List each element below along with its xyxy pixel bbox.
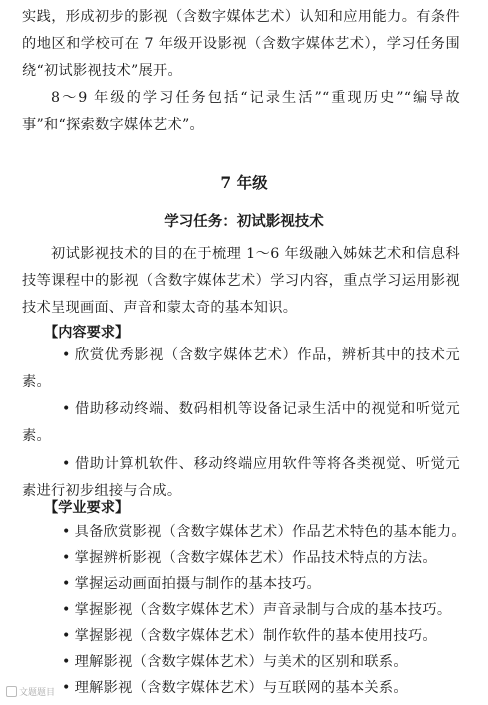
bullet-icon: [62, 347, 75, 363]
watermark-logo-icon: [6, 686, 17, 697]
bullet-icon: [62, 456, 75, 472]
content-requirement-item: • 借助计算机软件、移动终端应用软件等将各类视觉、听觉元素进行初步组接与合成。: [22, 451, 460, 505]
watermark: 文题题目: [6, 685, 55, 698]
academic-requirement-item: • 掌握辨析影视（含数字媒体艺术）作品技术特点的方法。: [62, 547, 437, 567]
task-paragraph: 初试影视技术的目的在于梳理 1～6 年级融入姊妹艺术和信息科技等课程中的影视（含数字媒体艺术）学习内容，重点学习运用影视技术呈现画面、声音和蒙太奇的基本知识。: [22, 246, 460, 316]
academic-requirement-item: • 理解影视（含数字媒体艺术）与美术的区别和联系。: [62, 651, 408, 671]
bullet-icon: [62, 401, 75, 417]
content-requirement-item: • 借助移动终端、数码相机等设备记录生活中的视觉和听觉元素。: [22, 396, 460, 450]
content-requirements-heading: 【内容要求】: [44, 325, 130, 341]
academic-requirement-item: • 掌握影视（含数字媒体艺术）制作软件的基本使用技巧。: [62, 625, 437, 645]
academic-requirements-heading: 【学业要求】: [44, 500, 130, 516]
task-title: 学习任务：初试影视技术: [164, 213, 324, 230]
academic-requirement-item: • 掌握运动画面拍摄与制作的基本技巧。: [62, 573, 321, 593]
grade-title: 7 年级: [220, 173, 268, 192]
content-requirement-item: • 欣赏优秀影视（含数字媒体艺术）作品，辨析其中的技术元素。: [22, 342, 460, 396]
academic-requirement-item: • 具备欣赏影视（含数字媒体艺术）作品艺术特色的基本能力。: [62, 521, 466, 541]
academic-requirement-item: • 理解影视（含数字媒体艺术）与互联网的基本关系。: [62, 677, 408, 697]
intro-paragraph-2: 8～9 年级的学习任务包括“记录生活”“重现历史”“编导故事”和“探索数字媒体艺术”。: [22, 90, 460, 133]
intro-paragraph-1: 实践，形成初步的影视（含数字媒体艺术）认知和应用能力。有条件的地区和学校可在 7 年级开设影视（含数字媒体艺术），学习任务围绕“初试影视技术”展开。: [22, 9, 460, 79]
academic-requirement-item: • 掌握影视（含数字媒体艺术）声音录制与合成的基本技巧。: [62, 599, 451, 619]
